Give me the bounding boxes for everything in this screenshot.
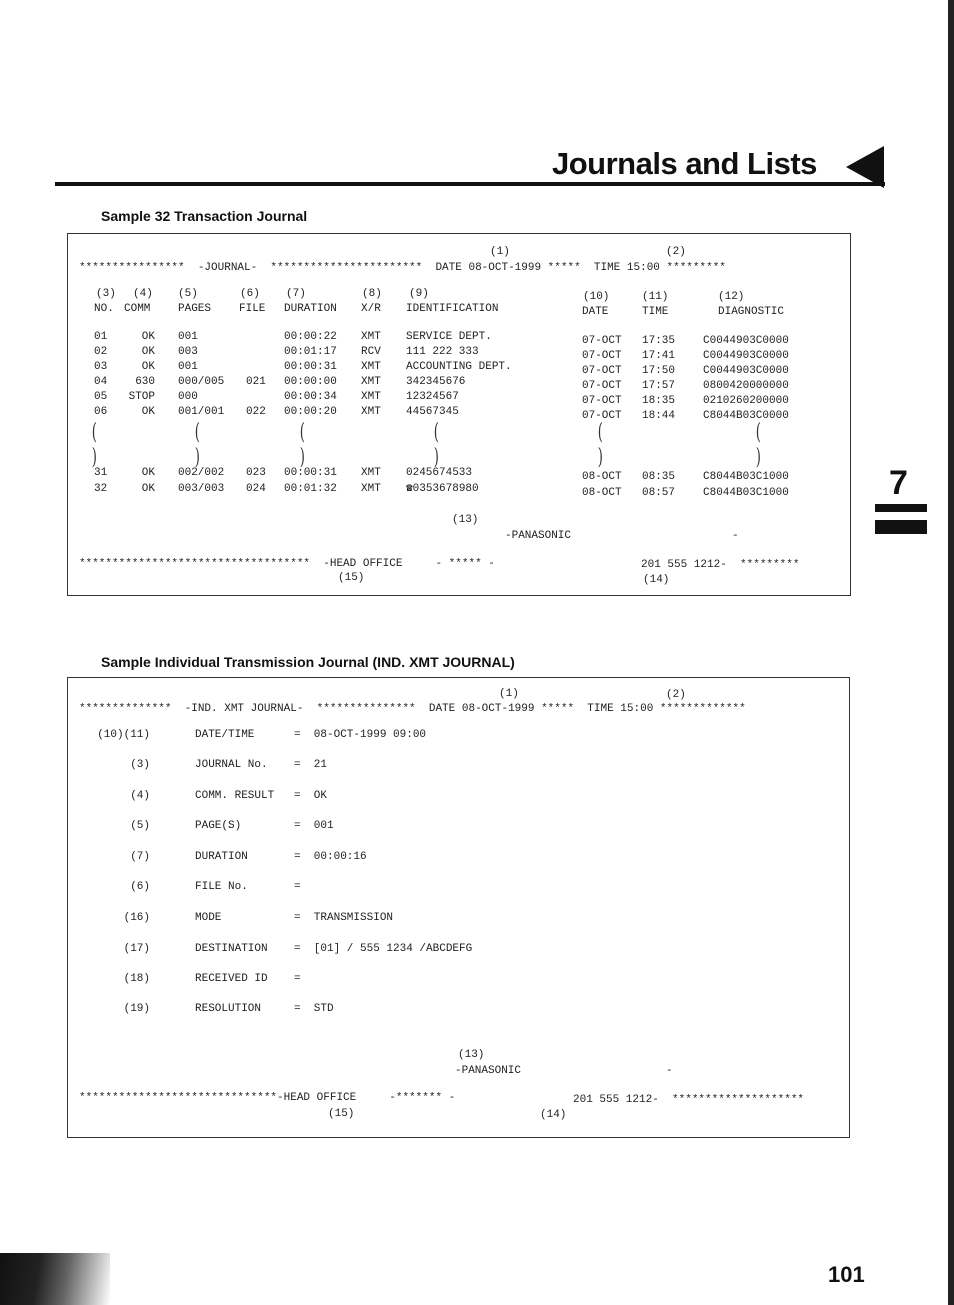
col-ref: (11) [642, 291, 669, 303]
table-cell: 03 [94, 361, 108, 373]
footer-line: 201 555 1212- ******************** [573, 1094, 805, 1106]
table-cell: ACCOUNTING DEPT. [406, 361, 512, 373]
table-cell: 07-OCT [582, 380, 622, 392]
section-heading: Sample Individual Transmission Journal (IND. XMT JOURNAL) [101, 654, 515, 670]
chapter-number: 7 [889, 464, 908, 502]
field-value: = TRANSMISSION [294, 912, 394, 924]
field-value: = 00:00:16 [294, 851, 367, 863]
field-value: = 001 [294, 820, 334, 832]
column-header: FILE [239, 303, 266, 315]
table-cell: 0245674533 [406, 467, 473, 479]
table-cell: C8044B03C1000 [703, 471, 789, 483]
field-label: COMM. RESULT [195, 790, 275, 802]
table-cell: OK [141, 467, 155, 479]
table-cell: 07-OCT [582, 410, 622, 422]
dash: - [666, 1065, 673, 1077]
table-cell: 01 [94, 331, 108, 343]
company-name: -PANASONIC [505, 530, 572, 542]
table-cell: 07-OCT [582, 350, 622, 362]
table-cell: XMT [361, 331, 381, 343]
journal-header-line: ************** -IND. XMT JOURNAL- *************** DATE 08-OCT-1999 ***** TIME 15:00 ************* [79, 703, 746, 715]
table-cell: C8044B03C0000 [703, 410, 789, 422]
chapter-bar [875, 504, 927, 512]
table-cell: OK [141, 361, 155, 373]
field-label: JOURNAL No. [195, 759, 268, 771]
field-label: DATE/TIME [195, 729, 255, 741]
table-cell: OK [141, 483, 155, 495]
ref-label: (14) [540, 1109, 567, 1121]
table-cell: 342345676 [406, 376, 466, 388]
table-cell: 630 [135, 376, 155, 388]
scan-corner-shadow [0, 1253, 110, 1305]
table-cell: 0800420000000 [703, 380, 789, 392]
table-cell: 023 [246, 467, 266, 479]
field-label: MODE [195, 912, 222, 924]
table-cell: C8044B03C1000 [703, 487, 789, 499]
field-label: PAGE(S) [195, 820, 242, 832]
table-cell: 08-OCT [582, 471, 622, 483]
col-ref: (12) [718, 291, 745, 303]
column-header: DURATION [284, 303, 337, 315]
table-cell: XMT [361, 483, 381, 495]
journal-header-line: **************** -JOURNAL- *********************** DATE 08-OCT-1999 ***** TIME 15:00 ********* [79, 262, 726, 274]
footer-line: *********************************** -HEAD OFFICE - ***** - [79, 558, 495, 570]
break-mark: ( ) [433, 420, 439, 470]
table-cell: 18:44 [642, 410, 676, 422]
field-label: DURATION [195, 851, 248, 863]
table-cell: XMT [361, 467, 381, 479]
ref-label: (13) [452, 514, 479, 526]
table-cell: 001 [178, 331, 198, 343]
table-cell: 06 [94, 406, 108, 418]
field-value: = STD [294, 1003, 334, 1015]
table-cell: 31 [94, 467, 108, 479]
column-header: DIAGNOSTIC [718, 306, 785, 318]
field-ref: (10)(11) [97, 729, 150, 741]
table-cell: 000 [178, 391, 198, 403]
table-cell: 00:00:31 [284, 361, 337, 373]
chapter-bar [875, 520, 927, 534]
table-cell: 00:01:17 [284, 346, 337, 358]
company-name: -PANASONIC [455, 1065, 522, 1077]
table-cell: 001 [178, 361, 198, 373]
title-rule [55, 182, 885, 186]
field-value: = 08-OCT-1999 09:00 [294, 729, 427, 741]
table-cell: 08:57 [642, 487, 676, 499]
table-cell: 08:35 [642, 471, 676, 483]
table-cell: SERVICE DEPT. [406, 331, 492, 343]
field-label: DESTINATION [195, 943, 268, 955]
table-cell: 07-OCT [582, 335, 622, 347]
table-cell: 00:00:00 [284, 376, 337, 388]
field-ref: (17) [123, 943, 150, 955]
table-cell: 00:00:20 [284, 406, 337, 418]
break-mark: ( ) [194, 420, 200, 470]
table-cell: XMT [361, 361, 381, 373]
field-value: = OK [294, 790, 328, 802]
col-ref: (3) [96, 288, 116, 300]
field-ref: (6) [130, 881, 150, 893]
table-cell: OK [141, 406, 155, 418]
ref-label: (1) [490, 246, 510, 258]
table-cell: 003 [178, 346, 198, 358]
col-ref: (8) [362, 288, 382, 300]
table-cell: 07-OCT [582, 395, 622, 407]
table-cell: 32 [94, 483, 108, 495]
table-cell: RCV [361, 346, 381, 358]
table-cell: 024 [246, 483, 266, 495]
field-label: FILE No. [195, 881, 248, 893]
page-title: Journals and Lists [552, 146, 817, 181]
break-mark: ( ) [755, 420, 761, 470]
field-ref: (5) [130, 820, 150, 832]
dash: - [732, 530, 739, 542]
table-cell: 17:41 [642, 350, 676, 362]
section-heading: Sample 32 Transaction Journal [101, 208, 308, 224]
table-cell: 000/005 [178, 376, 225, 388]
table-cell: 07-OCT [582, 365, 622, 377]
column-header: TIME [642, 306, 669, 318]
table-cell: 02 [94, 346, 108, 358]
col-ref: (10) [583, 291, 610, 303]
table-cell: OK [141, 346, 155, 358]
table-cell: XMT [361, 376, 381, 388]
table-cell: 021 [246, 376, 266, 388]
table-cell: 12324567 [406, 391, 459, 403]
column-header: X/R [361, 303, 381, 315]
table-cell: C0044903C0000 [703, 335, 789, 347]
table-cell: C0044903C0000 [703, 350, 789, 362]
field-ref: (7) [130, 851, 150, 863]
field-ref: (19) [123, 1003, 150, 1015]
page-number: 101 [828, 1262, 865, 1287]
field-value: = [294, 881, 301, 893]
column-header: PAGES [178, 303, 212, 315]
table-cell: 17:35 [642, 335, 676, 347]
table-cell: 022 [246, 406, 266, 418]
ref-label: (14) [643, 574, 670, 586]
break-mark: ( ) [597, 420, 603, 470]
footer-line: ******************************-HEAD OFFICE -******* - [79, 1092, 456, 1104]
table-cell: 0210260200000 [703, 395, 789, 407]
table-cell: 00:00:34 [284, 391, 337, 403]
field-value: = [01] / 555 1234 /ABCDEFG [294, 943, 473, 955]
column-header: COMM [124, 303, 151, 315]
table-cell: 002/002 [178, 467, 225, 479]
column-header: DATE [582, 306, 609, 318]
ref-label: (2) [666, 246, 686, 258]
table-cell: 05 [94, 391, 108, 403]
table-cell: 003/003 [178, 483, 225, 495]
field-value: = 21 [294, 759, 328, 771]
field-label: RECEIVED ID [195, 973, 268, 985]
col-ref: (9) [409, 288, 429, 300]
col-ref: (7) [286, 288, 306, 300]
break-mark: ( ) [91, 420, 97, 470]
table-cell: 111 222 333 [406, 346, 479, 358]
table-cell: ☎0353678980 [406, 483, 479, 495]
table-cell: 00:01:32 [284, 483, 337, 495]
table-cell: 001/001 [178, 406, 225, 418]
ref-label: (15) [328, 1108, 355, 1120]
footer-line: 201 555 1212- ********* [641, 559, 800, 571]
field-ref: (4) [130, 790, 150, 802]
field-label: RESOLUTION [195, 1003, 262, 1015]
table-cell: STOP [128, 391, 155, 403]
table-cell: 04 [94, 376, 108, 388]
col-ref: (4) [133, 288, 153, 300]
table-cell: 44567345 [406, 406, 459, 418]
table-cell: XMT [361, 406, 381, 418]
col-ref: (6) [240, 288, 260, 300]
field-ref: (3) [130, 759, 150, 771]
field-value: = [294, 973, 301, 985]
table-cell: 17:57 [642, 380, 676, 392]
table-cell: 17:50 [642, 365, 676, 377]
break-mark: ( ) [299, 420, 305, 470]
table-cell: 18:35 [642, 395, 676, 407]
column-header: IDENTIFICATION [406, 303, 499, 315]
field-ref: (16) [123, 912, 150, 924]
table-cell: 08-OCT [582, 487, 622, 499]
table-cell: XMT [361, 391, 381, 403]
column-header: NO. [94, 303, 114, 315]
ref-label: (2) [666, 689, 686, 701]
table-cell: 00:00:22 [284, 331, 337, 343]
col-ref: (5) [178, 288, 198, 300]
page-edge-shadow [948, 0, 954, 1305]
table-cell: C0044903C0000 [703, 365, 789, 377]
field-ref: (18) [123, 973, 150, 985]
table-cell: OK [141, 331, 155, 343]
table-cell: 00:00:31 [284, 467, 337, 479]
ref-label: (15) [338, 572, 365, 584]
ref-label: (13) [458, 1049, 485, 1061]
ref-label: (1) [499, 688, 519, 700]
